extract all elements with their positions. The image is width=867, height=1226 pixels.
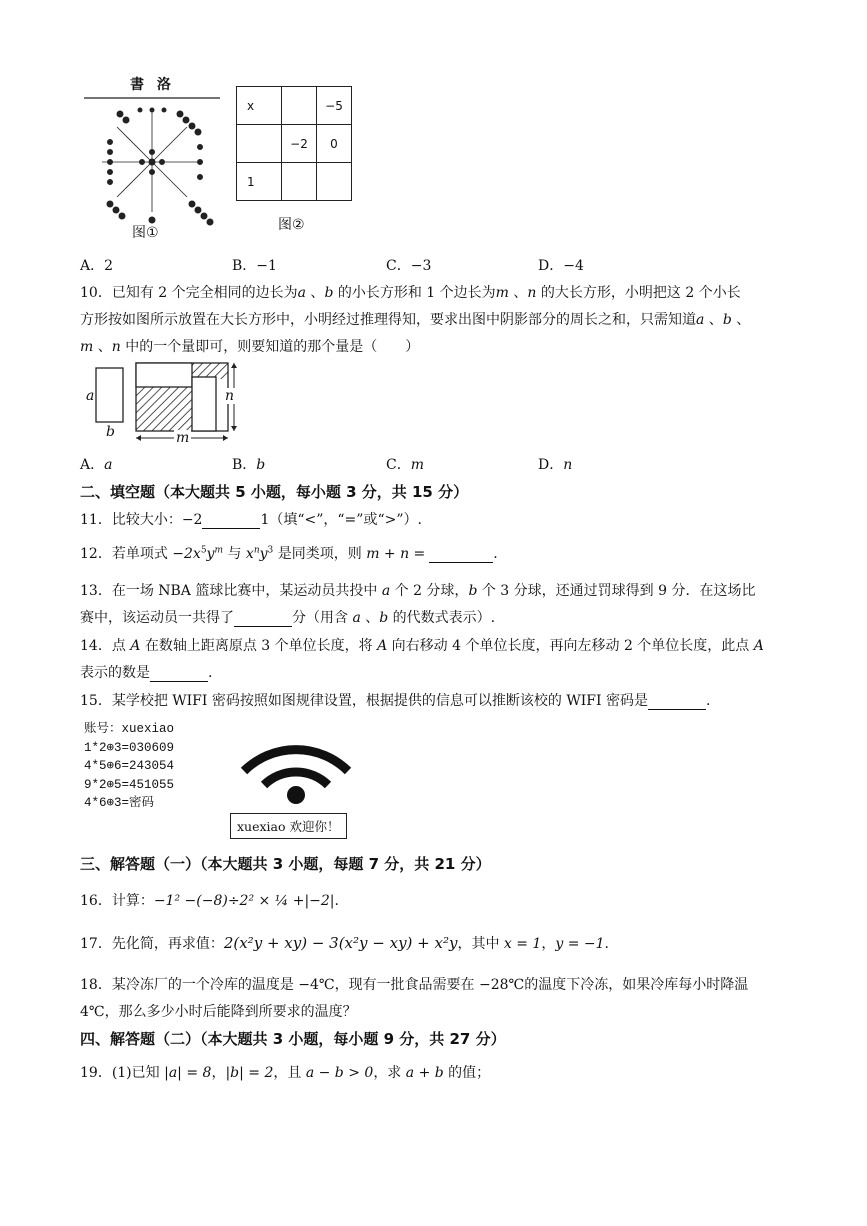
grid-cell	[282, 87, 317, 125]
figure-label-n: n	[225, 388, 235, 404]
luoshu-diagram	[80, 92, 225, 242]
number-grid	[236, 86, 352, 201]
grid-cell: −5	[317, 87, 352, 125]
wifi-sign	[230, 733, 362, 843]
q10-option-d: D．n	[538, 457, 573, 473]
q12: 12．若单项式 $-2x^5y^m$ 与 $x^ny^3$ 是同类项，则 m + n = .	[80, 545, 498, 562]
q16: 16．计算：−1² −(−8)÷2² × ¼ +|−2|.	[80, 893, 339, 909]
wifi-rule-list	[84, 720, 174, 813]
section-3-heading: 三、解答题（一）（本大题共 3 小题，每题 7 分，共 21 分）	[80, 855, 491, 873]
wifi-rule-line: 9*2⊕5=451055	[84, 777, 175, 792]
grid-cell: −2	[282, 125, 317, 163]
wifi-rule-line: 4*5⊕6=243054	[84, 759, 175, 773]
q10-line-3: m 、n 中的一个量即可，则要知道的那个量是（ ）	[80, 339, 420, 355]
q10-line-1: 10．已知有 2 个完全相同的边长为a 、b 的小长方形和 1 个边长为m 、n 的大长方形，小明把这 2 个小长	[80, 285, 741, 301]
q14-line-2: 表示的数是 .	[80, 665, 213, 681]
q10-option-b: B．b	[232, 457, 266, 473]
wifi-rule-line: 4*6⊕3=密码	[84, 796, 155, 810]
number-grid-figure	[236, 86, 352, 233]
wifi-welcome-label: xuexiao 欢迎你！	[230, 813, 347, 839]
grid-cell	[237, 125, 282, 163]
grid-cell	[282, 163, 317, 201]
grid-row	[237, 163, 352, 201]
q9-option-b: B．−1	[232, 258, 277, 274]
q10-option-c: C．m	[386, 457, 424, 473]
answer-blank	[202, 514, 260, 529]
grid-row	[237, 125, 352, 163]
wifi-icon	[230, 733, 362, 813]
q10-line-2: 方形按如图所示放置在大长方形中，小明经过推理得知，要求出图中阴影部分的周长之和，只需知道a 、b 、	[80, 312, 751, 328]
q13-line-2: 赛中，该运动员一共得了 分（用含 a 、b 的代数式表示）.	[80, 610, 496, 626]
grid-cell: x	[237, 87, 282, 125]
q17: 17．先化简，再求值：2(x²y + xy) − 3(x²y − xy) + x²y，其中 x = 1，y = −1.	[80, 934, 609, 952]
q9-option-a: A．2	[80, 258, 114, 274]
q14-line-1: 14．点 A 在数轴上距离原点 3 个单位长度，将 A 向右移动 4 个单位长度，再向左移动 2 个单位长度，此点 A	[80, 638, 764, 654]
luoshu-title: 書 洛	[130, 77, 175, 93]
wifi-rule-line: 1*2⊕3=030609	[84, 740, 175, 755]
q18-line-1: 18．某冷冻厂的一个冷库的温度是 −4℃，现有一批食品需要在 −28℃的温度下冷冻，如果冷库每小时降温	[80, 977, 749, 993]
figure-2-label: 图②	[278, 217, 305, 233]
q18-line-2: 4℃，那么多少小时后能降到所要求的温度？	[80, 1004, 357, 1020]
figure-label-a: a	[86, 388, 95, 404]
rectangles-figure	[80, 358, 250, 448]
answer-blank	[234, 612, 292, 627]
section-4-heading: 四、解答题（二）（本大题共 3 小题，每小题 9 分，共 27 分）	[80, 1030, 506, 1048]
q10-option-a: A．a	[80, 457, 113, 473]
q13-line-1: 13．在一场 NBA 篮球比赛中，某运动员共投中 a 个 2 分球，b 个 3 分球，还通过罚球得到 9 分．在这场比	[80, 583, 756, 599]
answer-blank	[648, 695, 706, 710]
grid-cell	[317, 163, 352, 201]
answer-blank	[150, 667, 208, 682]
q9-option-d: D．−4	[538, 258, 584, 274]
q11: 11．比较大小：−2 1（填“<”，“=”或“>”）.	[80, 512, 422, 528]
answer-blank	[429, 548, 493, 563]
grid-row	[237, 87, 352, 125]
section-2-heading: 二、填空题（本大题共 5 小题，每小题 3 分，共 15 分）	[80, 483, 469, 501]
luoshu-figure	[80, 70, 225, 245]
grid-cell: 0	[317, 125, 352, 163]
figure-label-m: m	[176, 430, 190, 446]
q15: 15．某学校把 WIFI 密码按照如图规律设置，根据提供的信息可以推断该校的 WIFI 密码是 .	[80, 693, 711, 709]
q19: 19．(1)已知 |a| = 8，|b| = 2，且 a − b > 0，求 a + b 的值；	[80, 1065, 491, 1081]
q9-option-c: C．−3	[386, 258, 432, 274]
grid-cell: 1	[237, 163, 282, 201]
figure-1-label: 图①	[132, 225, 159, 241]
wifi-rule-line: 账号：xuexiao	[84, 722, 175, 736]
figure-label-b: b	[106, 424, 115, 440]
